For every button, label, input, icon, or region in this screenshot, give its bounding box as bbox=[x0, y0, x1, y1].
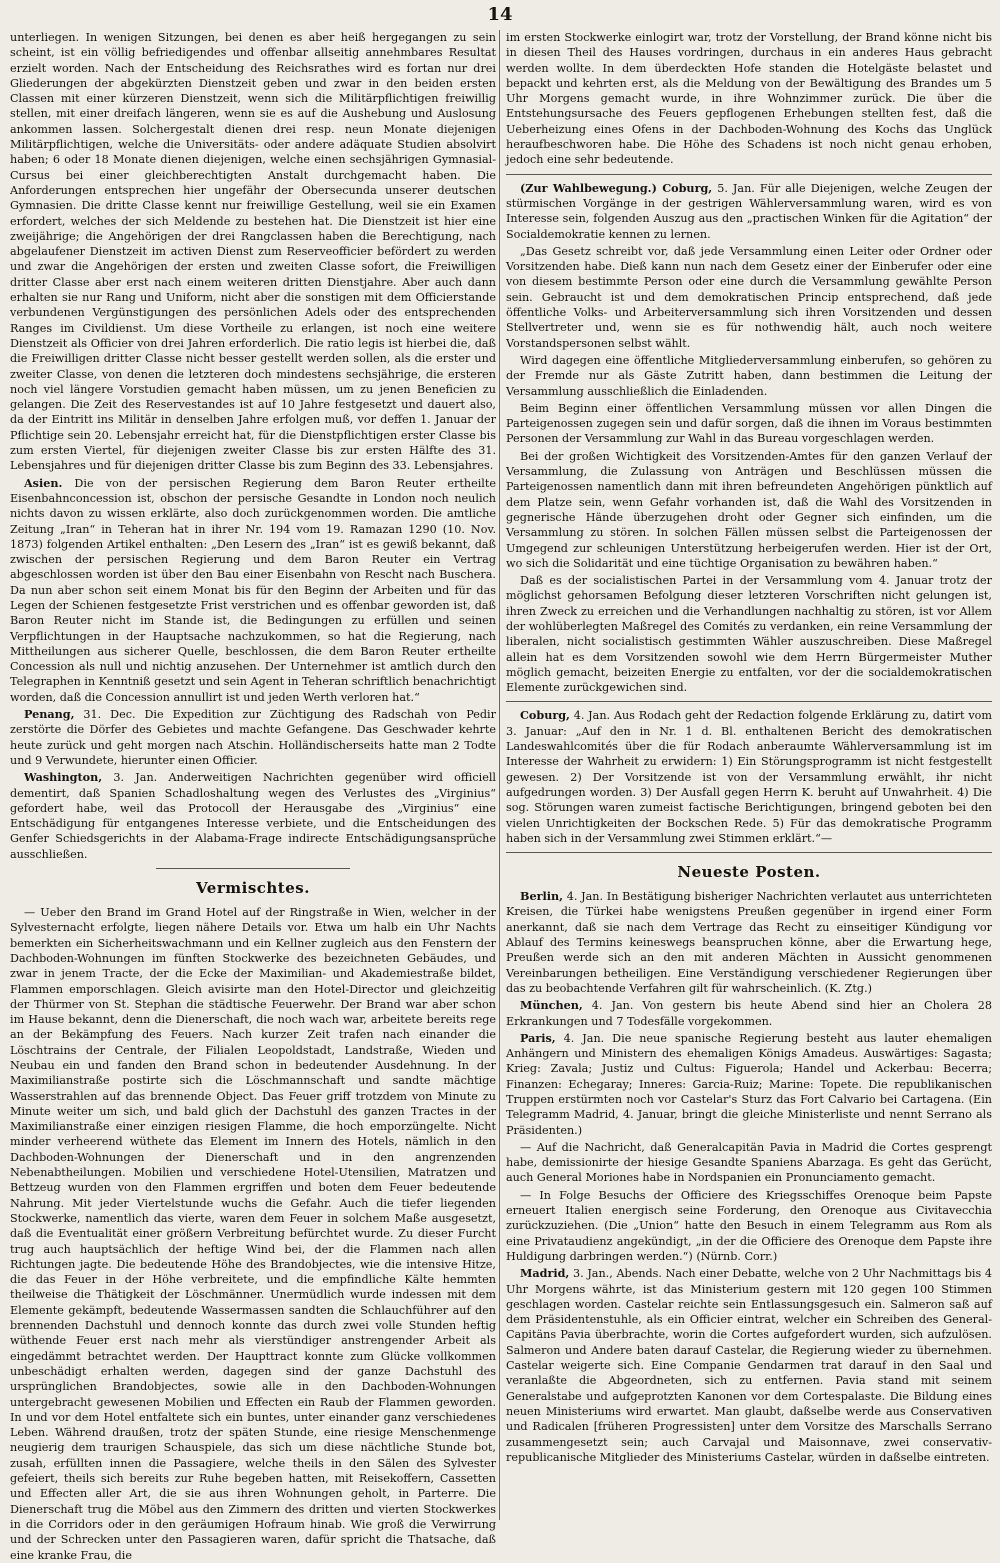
article-coburg-quote-2: Wird dagegen eine öffentliche Mitgliederversammlung einberufen, so gehören zu der Fremde nur als Gäste Zutritt haben, dann bestimmen die Leitung der Versammlung ausschließlich die Einladenden. bbox=[506, 353, 992, 398]
article-paris-3: — In Folge Besuchs der Officiere des Kriegsschiffes Orenoque beim Papste erneuert Italien energisch seine Forderung, den Orenoque aus Civitavecchia zurückzuziehen. (Die „Union“ hatte den Besuch in einem Telegramm aus Rom als eine Privataudienz angekündigt, „in der die Officiere des Orenoque dem Papste ihre Huldigung darbringen werden.“) (Nürnb. Corr.) bbox=[506, 1188, 992, 1263]
dateline-paris: Paris, bbox=[520, 1030, 556, 1045]
dateline-coburg-2: Coburg, bbox=[520, 708, 570, 723]
dateline-berlin: Berlin, bbox=[520, 889, 563, 904]
section-divider bbox=[506, 852, 992, 853]
article-paris-body: 4. Jan. Die neue spanische Regierung besteht aus lauter ehemaligen Anhängern und Ministern des ehemaligen Königs Amadeus. Auswärtiges: Sagasta; Krieg: Zavala; Justiz und Cultus: Figuerola; Handel und Ackerbau: Becerra; Finanzen: Echegaray; Inneres: Garcia-Ruiz; Marine: Topete. Die republikanischen Truppen erstürmten noch vor Castelar's Sturz das Fort Calvario bei Cartagena. (Ein Telegramm Madrid, 4. Januar, bringt die gleiche Ministerliste und nennt Serrano als Präsidenten.) bbox=[506, 1031, 992, 1137]
article-coburg-quote-1: „Das Gesetz schreibt vor, daß jede Versammlung einen Leiter oder Ordner oder Vorsitzenden habe. Dieß kann nun nach dem Gesetz einer der Einberufer oder eine von diesem bestimmte Person oder eine durch die Versammlung gewählte Person sein. Gebraucht ist und dem demokratischen Princip entsprechend, daß jede öffentliche Volks- und Arbeiterversammlung sich ihren Vorsitzenden und dessen Stellvertreter und, wenn sie es für nothwendig hält, auch noch weitere Vorstandspersonen selbst wählt. bbox=[506, 244, 992, 350]
article-berlin bbox=[506, 889, 992, 996]
article-divider bbox=[506, 174, 992, 175]
section-divider bbox=[156, 868, 350, 869]
article-coburg-conclusion: Daß es der socialistischen Partei in der Versammlung vom 4. Januar trotz der möglichst gehorsamen Befolgung dieser letzteren Vorschriften nicht gelungen ist, ihren Zweck zu erreichen und die Verhandlungen nachhaltig zu stören, ist vor Allem der wohlüberlegten Maßregel des Comités zu verdanken, ein reine Versammlung der liberalen, nicht socialistisch gestimmten Wähler auszuschreiben. Diese Maßregel allein hat es dem Vorsitzenden sowohl wie dem Herrn Bürgermeister Muther möglich gemacht, beizeiten Energie zu entfalten, vor der die socialdemokratischen Elemente zurückgewichen sind. bbox=[506, 574, 992, 695]
article-muenchen-body: 4. Jan. Von gestern bis heute Abend sind hier an Cholera 28 Erkrankungen und 7 Todesfälle vorgekommen. bbox=[506, 999, 992, 1028]
article-hotel-fire-continued: im ersten Stockwerke einlogirt war, trotz der Vorstellung, der Brand könne nicht bis in diesen Theil des Hauses vordringen, durchaus in ein anderes Haus gebracht werden wollte. In dem überdeckten Hofe standen die Hotelgäste belastet und bepackt und kehrten erst, als die Meldung von der Bewältigung des Brandes um 5 Uhr Morgens gemacht wurde, in ihre Wohnzimmer zurück. Die über die Entstehungsursache des Feuers gepflogenen Erhebungen stellten fest, daß die Ueberheizung eines Ofens in der Dachboden-Wohnung des Kochs das Unglück heraufbeschworen habe. Die Höhe des Schadens ist noch nicht genau erhoben, jedoch eine sehr bedeutende. bbox=[506, 31, 992, 167]
article-asien bbox=[10, 476, 496, 705]
article-divider bbox=[506, 701, 992, 702]
article-military-service: unterliegen. In wenigen Sitzungen, bei denen es aber heiß hergegangen zu sein scheint, ist ein völlig befriedigendes und offenbar allseitig annehmbares Resultat erzielt worden. Nach der Entscheidung des Reichsrathes wird es fortan nur drei Gliederungen der abgekürzten Dienstzeit geben und zwar in den beiden ersten Classen mit einer kürzeren Dienstzeit, wenn sich die Militärpflichtigen freiwillig stellen, mit einer dreifach längeren, wenn sie es auf die Aushebung und Auslosung ankommen lassen. Solchergestalt dienen drei resp. neun Monate diejenigen Militärpflichtigen, welche die Universitäts- oder andere adäquate Studien absolvirt haben; 6 oder 18 Monate dienen diejenigen, welche einen sechsjährigen Gymnasial-Cursus bei einer gleichberechtigten Anstalt durchgemacht haben. Die Anforderungen entsprechen hier ungefähr der Obersecunda unserer deutschen Gymnasien. Die dritte Classe kennt nur freiwillige Gestellung, weil sie ein Examen erfordert, welches der sich Meldende zu bestehen hat. Die Dienstzeit ist hier eine zweijährige; die Angehörigen der drei Rangclassen haben die Berechtigung, nach abgelaufener Dienstzeit im activen Dienst zum Reserveofficier befördert zu werden und zwar die Angehörigen der ersten und zweiten Classe sofort, die Freiwilligen dritter Classe aber erst nach einem weiteren dritten Dienstjahre. Aber auch dann erhalten sie nur Rang und Uniform, nicht aber die sonstigen mit dem Officierstande verbundenen Vergünstigungen des persönlichen Adels oder des entsprechenden Ranges im Civildienst. Um diese Vortheile zu erlangen, ist noch eine weitere Dienstzeit als Officier von drei Jahren erforderlich. Die ratio legis ist hierbei die, daß die Freiwilligen dritter Classe nicht besser gestellt werden sollen, als die erster und zweiter Classe, von denen die letzteren doch mindestens sechsjährige, die ersteren noch viel längere Vorstudien gemacht haben müssen, um zu jenen Beneficien zu gelangen. Die Zeit des Reservestandes ist auf 10 Jahre festgesetzt und dauert also, da der Eintritt ins Militär in denselben Jahre erfolgen muß, vor deffen 1. Januar der Pflichtige sein 20. Lebensjahr erreicht hat, für die Dienstpflichtigen erster Classe bis zum ersten Viertel, für diejenigen zweiter Classe bis zur ersten Hälfte des 31. Lebensjahres und für diejenigen dritter Classe bis zum Beginn des 33. Lebensjahres. bbox=[10, 31, 496, 473]
article-berlin-body: 4. Jan. In Bestätigung bisheriger Nachrichten verlautet aus unterrichteten Kreisen, die Türkei habe wenigstens Preußen gegenüber in irgend einer Form anerkannt, daß sie nach dem Vertrage das Recht zu einseitiger Kündigung vor Ablauf des Termins keineswegs beanspruchen könne, aber die Erwartung hege, Preußen werde sich an den mit anderen Mächten in Aussicht genommenen Vereinbarungen betheiligen. Eine Verständigung verschiedener Regierungen über das zu beobachtende Verfahren gilt für wahrscheinlich. (K. Ztg.) bbox=[506, 890, 992, 995]
right-column bbox=[506, 30, 992, 1520]
article-coburg-election bbox=[506, 181, 992, 242]
page-number: 14 bbox=[487, 4, 513, 25]
article-paris bbox=[506, 1031, 992, 1138]
article-penang bbox=[10, 707, 496, 768]
article-asien-body: Die von der persischen Regierung dem Baron Reuter ertheilte Eisenbahnconcession ist, obschon der persische Gesandte in London noch neulich nichts davon zu wissen erklärte, also doch zurückgenommen worden. Die amtliche Zeitung „Iran“ in Teheran hat in ihrer Nr. 194 vom 19. Ramazan 1290 (10. Nov. 1873) folgenden Artikel enthalten: „Den Lesern des „Iran“ ist es gewiß bekannt, daß zwischen der persischen Regierung und dem Baron Reuter ein Vertrag abgeschlossen worden ist über den Bau einer Eisenbahn von Rescht nach Buschera. Da nun aber schon seit einem Monat bis für den Beginn der Arbeiten und für das Legen der Schienen festgesetzte Frist verstrichen und es offenbar geworden ist, daß Baron Reuter nicht im Stande ist, die Bedingungen zu erfüllen und seinen Verpflichtungen in der Hauptsache nachzukommen, so hat die Regierung, nach Mittheilungen aus sicherer Quelle, beschlossen, die dem Baron Reuter ertheilte Concession als null und nichtig anzusehen. Der Unternehmer ist amtlich durch den Telegraphen in Kenntniß gesetzt und sein Agent in Teheran schriftlich benachrichtigt worden, daß die Concession annullirt ist und jeden Werth verloren hat.“ bbox=[10, 476, 496, 704]
article-hotel-fire: — Ueber den Brand im Grand Hotel auf der Ringstraße in Wien, welcher in der Sylvesternacht erfolgte, liegen nähere Details vor. Etwa um halb ein Uhr Nachts bemerkten ein Sicherheitswachmann und ein Kellner zugleich aus den Fenstern der Dachboden-Wohnungen im fünften Stockwerke des bezeichneten Gebäudes, und zwar in jenem Tracte, der die Ecke der Maximilian- und Akademiestraße bildet, Flammen emporschlagen. Gleich avisirte man den Hotel-Director und gleichzeitig der Thürmer von St. Stephan die städtische Feuerwehr. Der Brand war aber schon im Hause bekannt, denn die Dienerschaft, die noch wach war, arbeitete bereits rege an der Bekämpfung des Feuers. Nach kurzer Zeit trafen nach einander die Löschtrains der Centrale, der Filialen Leopoldstadt, Landstraße, Wieden und Neubau ein und fanden den Brand schon in bedeutender Ausdehnung. In der Maximilianstraße postirte sich die Löschmannschaft und sandte mächtige Wasserstrahlen auf das brennende Object. Das Feuer griff trotzdem von Minute zu Minute weiter um sich, und bald glich der Dachstuhl des ganzen Tractes in der Maximilianstraße einer einzigen riesigen Flamme, die hoch emporzüngelte. Nicht minder verheerend wüthete das Element im Innern des Hotels, nämlich in den Dachboden-Wohnungen der Dienerschaft und in den angrenzenden Nebenabtheilungen. Mobilien und verschiedene Hotel-Utensilien, Matratzen und Bettzeug wurden von den Flammen ergriffen und boten dem Feuer bedeutende Nahrung. Mit jeder Viertelstunde wuchs die Gefahr. Auch die tiefer liegenden Stockwerke, namentlich das vierte, waren dem Feuer in solchem Maße ausgesetzt, daß die Eventualität einer größern Verbreitung befürchtet wurde. Zu dieser Furcht trug auch hauptsächlich der heftige Wind bei, der die Flammen nach allen Richtungen jagte. Die bedeutende Höhe des Brandobjectes, wie die intensive Hitze, die das Feuer in der Höhe verbreitete, und die empfindliche Kälte hemmten theilweise die Thätigkeit der Löschmänner. Unermüdlich wurde indessen mit dem Elemente gekämpft, bedeutende Wassermassen sandten die Schlauchführer auf den brennenden Dachstuhl und dennoch konnte das durch zwei volle Stunden heftig wüthende Feuer erst nach mehr als vierstündiger anstrengender Arbeit als eingedämmt betrachtet werden. Der Haupttract konnte zum Glücke vollkommen unbeschädigt erhalten werden, dagegen sind der ganze Dachstuhl des ursprünglichen Brandobjectes, sowie alle in den Dachboden-Wohnungen untergebracht gewesenen Mobilien und Effecten ein Raub der Flammen geworden. In und vor dem Hotel entfaltete sich ein buntes, unter einander ganz verschiedenes Leben. Während draußen, trotz der späten Stunde, eine riesige Menschenmenge neugierig dem traurigen Schauspiele, das sich um diese nächtliche Stunde bot, zusah, erfüllten innen die Passagiere, welche theils in den Sälen des Sylvester gefeiert, theils sich bereits zur Ruhe begeben hatten, mit Reisekoffern, Cassetten und Effecten aller Art, die sie aus ihren Wohnungen geholt, in Parterre. Die Dienerschaft trug die Möbel aus den Zimmern des dritten und vierten Stockwerkes in die Corridors oder in den geräumigen Hofraum hinab. Wie groß die Verwirrung und der Schrecken unter den Passagieren waren, dafür spricht die Thatsache, daß eine kranke Frau, die bbox=[10, 906, 496, 1562]
dateline-asien: Asien. bbox=[24, 475, 63, 490]
dateline-coburg-1: (Zur Wahlbewegung.) Coburg, bbox=[520, 180, 713, 195]
article-coburg-2-body: 4. Jan. Aus Rodach geht der Redaction folgende Erklärung zu, datirt vom 3. Januar: „Auf den in Nr. 1 d. Bl. enthaltenen Bericht des demokratischen Landeswahlcomités über die für Rodach anberaumte Wählerversammlung ist im Interesse der Wahrheit zu erwidern: 1) Ein Störungsprogramm ist nicht festgestellt gewesen. 2) Der Vorsitzende ist von der Versammlung erwählt, ihr nicht aufgedrungen worden. 3) Der Ausfall gegen Herrn K. beruht auf Unwahrheit. 4) Die sog. Störungen waren zumeist factische Berichtigungen, bringend geboten bei den vielen Unrichtigkeiten der Bockschen Rede. 5) Für das demokratische Programm haben sich in der Versammlung zwei Stimmen erklärt.“— bbox=[506, 709, 992, 845]
article-coburg-1-body: 5. Jan. Für alle Diejenigen, welche Zeugen der stürmischen Vorgänge in der gestrigen Wählerversammlung waren, wird es von Interesse sein, folgenden Auszug aus den „practischen Winken für die Agitation“ der Socialdemokratie kennen zu lernen. bbox=[506, 181, 992, 241]
article-washington bbox=[10, 770, 496, 862]
article-coburg-quote-3: Beim Beginn einer öffentlichen Versammlung müssen vor allen Dingen die Parteigenossen zugegen sein und dafür sorgen, daß die ihnen im Voraus bestimmten Personen der Versammlung zur Wahl in das Bureau vorgeschlagen werden. bbox=[506, 401, 992, 446]
article-paris-2: — Auf die Nachricht, daß Generalcapitän Pavia in Madrid die Cortes gesprengt habe, demissionirte der hiesige Gesandte Spaniens Abarzaga. Es geht das Gerücht, auch General Moriones habe in Nordspanien ein Pronunciamento gemacht. bbox=[506, 1140, 992, 1185]
article-washington-body: 3. Jan. Anderweitigen Nachrichten gegenüber wird officiell dementirt, daß Spanien Schadloshaltung wegen des Verlustes des „Virginius“ gefordert habe, weil das Protocoll der Herausgabe des „Virginius“ eine Entschädigung für entgangenes Interesse verbiete, und die Entscheidungen des Genfer Schiedsgerichts in der Alabama-Frage indirecte Entschädigungsansprüche ausschließen. bbox=[10, 771, 496, 861]
dateline-washington: Washington, bbox=[24, 770, 103, 785]
article-coburg-rodach bbox=[506, 708, 992, 846]
dateline-penang: Penang, bbox=[24, 707, 75, 722]
dateline-muenchen: München, bbox=[520, 998, 583, 1013]
section-title-vermischtes: Vermischtes. bbox=[196, 879, 310, 898]
article-coburg-quote-4: Bei der großen Wichtigkeit des Vorsitzenden-Amtes für den ganzen Verlauf der Versammlung, die Zulassung von Anträgen und Beschlüssen müssen die Parteigenossen namentlich dann mit ihren befreundeten Angehörigen pünktlich auf dem Platze sein, wenn Gefahr vorhanden ist, daß die Wahl des Vorsitzenden in gegnerische Hände überzugehen droht oder Gegner sich einfinden, um die Versammlung zu stören. In solchen Fällen müssen selbst die Parteigenossen der Umgegend zur schleunigen Unterstützung herbeigerufen werden. Hier ist der Ort, wo sich die Solidarität und eine tüchtige Organisation zu bewähren haben.“ bbox=[506, 449, 992, 570]
article-madrid-body: 3. Jan., Abends. Nach einer Debatte, welche von 2 Uhr Nachmittags bis 4 Uhr Morgens währte, ist das Ministerium gestern mit 120 gegen 100 Stimmen geschlagen worden. Castelar reichte sein Entlassungsgesuch ein. Salmeron saß auf dem Präsidentenstuhle, als ein Officier eintrat, welcher ein Schreiben des General-Capitäns Pavia überbrachte, worin die Cortes aufgefordert wurden, sich aufzulösen. Salmeron und Andere baten darauf Castelar, die Regierung wieder zu übernehmen. Castelar weigerte sich. Eine Companie Gendarmen trat darauf in den Saal und veranlaßte die Abgeordneten, sich zu entfernen. Pavia stand mit seinem Generalstabe und aufgeprotzten Kanonen vor dem Cortespalaste. Die Bildung eines neuen Ministeriums wird erwartet. Man glaubt, daßselbe werde aus Conservativen und Radicalen [früheren Progressisten] unter dem Vorsitze des Marschalls Serrano zusammengesetzt sein; auch Carvajal und Maisonnave, zwei conservativ-republicanische Mitglieder des Ministeriums Castelar, würden in daßselbe eintreten. bbox=[506, 1267, 992, 1464]
article-penang-body: 31. Dec. Die Expedition zur Züchtigung des Radschah von Pedir zerstörte die Dörfer des Gebietes und machte Gefangene. Das Geschwader kehrte heute zurück und geht morgen nach Atschin. Holländischerseits hatte man 2 Todte und 9 Verwundete, hierunter einen Officier. bbox=[10, 708, 496, 767]
dateline-madrid: Madrid, bbox=[520, 1266, 570, 1281]
column-rule bbox=[499, 30, 500, 1520]
article-muenchen bbox=[506, 998, 992, 1029]
left-column bbox=[10, 30, 496, 1562]
article-madrid bbox=[506, 1266, 992, 1465]
section-title-neueste-posten: Neueste Posten. bbox=[677, 863, 821, 882]
